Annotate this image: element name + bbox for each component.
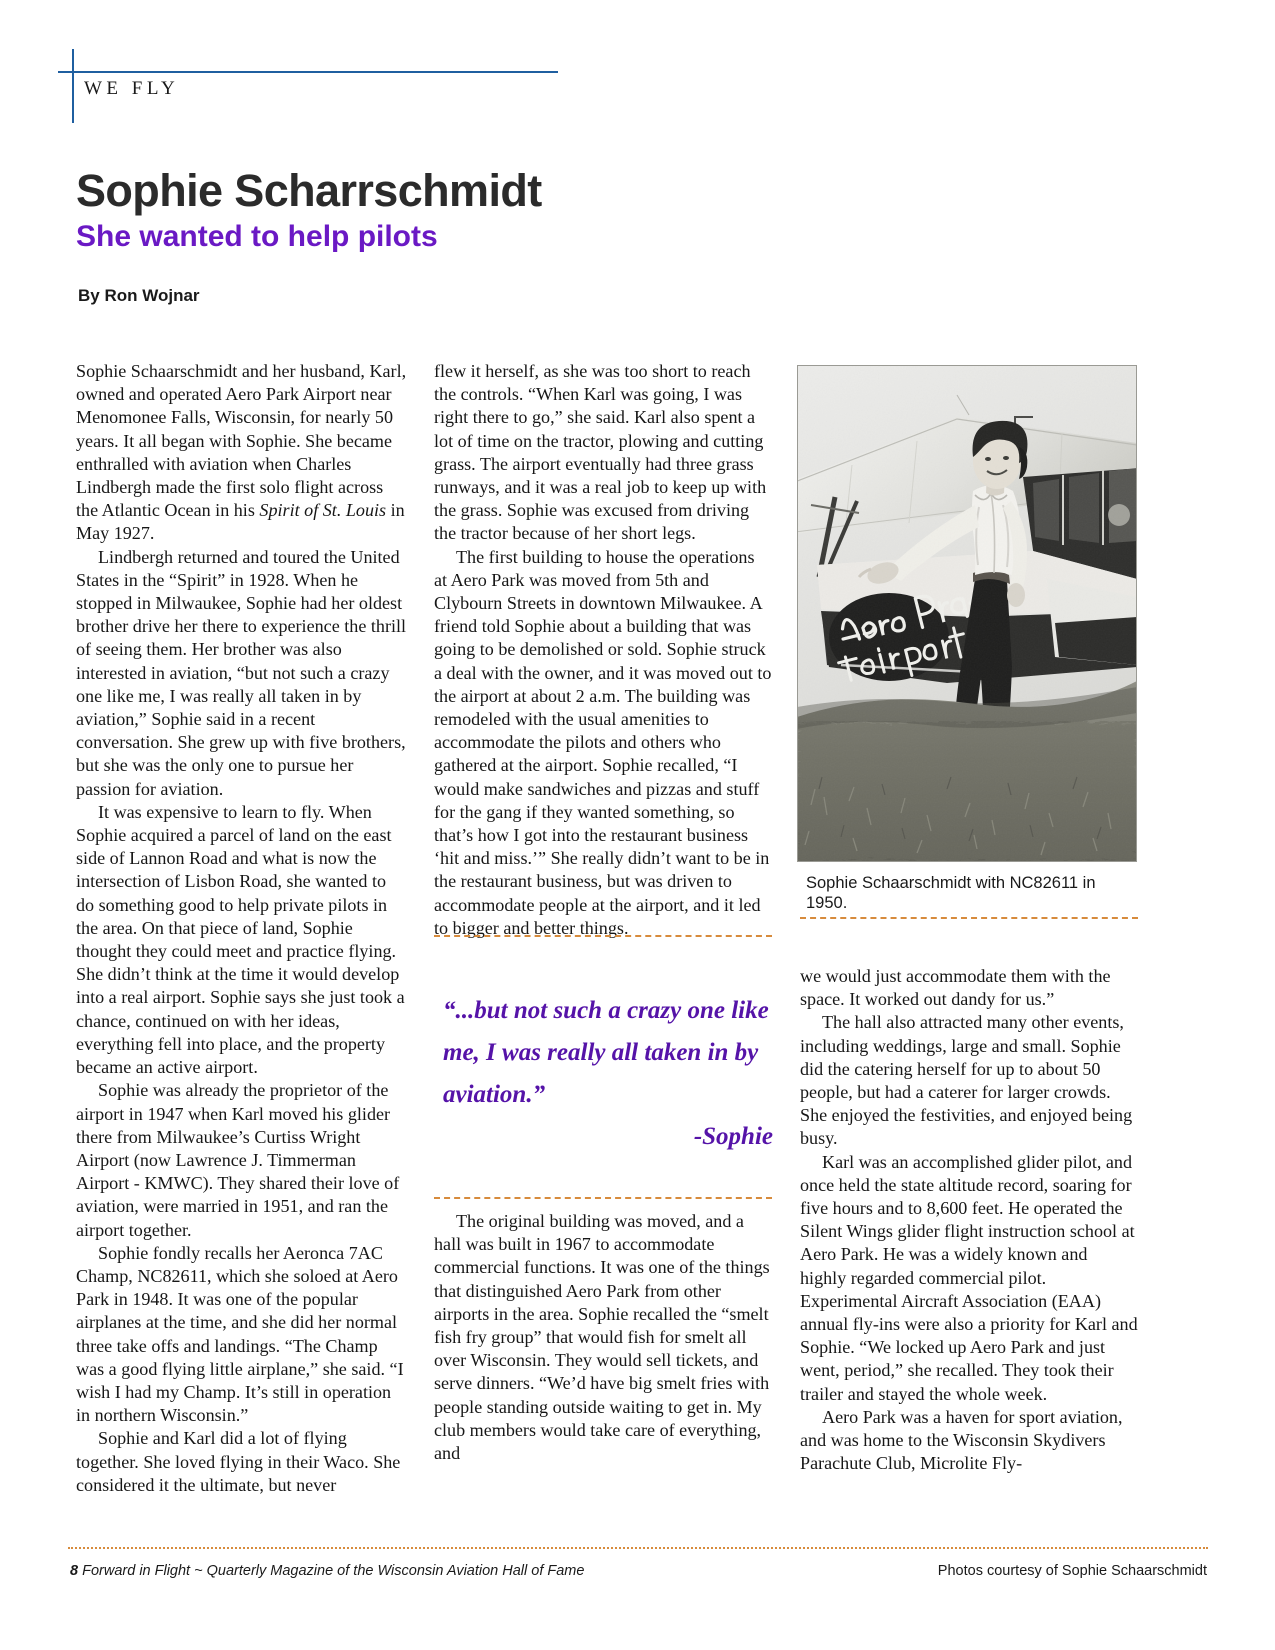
body-column-3: [800, 965, 1138, 1475]
pull-quote-attribution: -Sophie: [693, 1123, 773, 1150]
paragraph: [76, 360, 408, 546]
footer-left: [70, 1563, 584, 1579]
dashed-divider: [800, 917, 1138, 919]
italic-title: Spirit of St. Louis: [259, 500, 387, 521]
header-vertical-rule: [72, 49, 74, 123]
paragraph: Aero Park was a haven for sport aviation, and was home to the Wisconsin Skydivers Parachute Club, Microlite Fly-: [800, 1406, 1123, 1474]
page-title: Sophie Scharrschmidt: [76, 165, 542, 216]
paragraph: Sophie was already the proprietor of the airport in 1947 when Karl moved his glider there from Milwaukee’s Curtiss Wright Airport (now Lawrence J. Timmerman Airport - KMWC). They shared their love of aviation, were married in 1951, and ran the airport together.: [76, 1080, 400, 1240]
header-horizontal-rule: [58, 71, 558, 73]
paragraph: The first building to house the operations at Aero Park was moved from 5th and Clybourn Streets in downtown Milwaukee. A friend told Sophie about a building that was going to be demolished or sold. Sophie struck a deal with the owner, and it was moved out to the airport at about 2 a.m. The building was remodeled with the usual amenities to accommodate the pilots and others who gathered at the airport. Sophie recalled, “I would make sandwiches and pizzas and stuff for the gang if they wanted something, so that’s how I got into the restaurant business ‘hit and miss.’” She really didn’t want to be in the restaurant business, but was driven to accommodate people at the airport, and it led to bigger and better things.: [434, 546, 772, 938]
page-number: 8: [70, 1563, 79, 1579]
page-subtitle: She wanted to help pilots: [76, 220, 438, 253]
pull-quote: “...but not such a crazy one like me, I was really all taken in by aviation.”: [443, 997, 769, 1108]
paragraph: flew it herself, as she was too short to reach the controls. “When Karl was going, I was right there to go,” she said. Karl also spent a lot of time on the tractor, plowing and cutting grass. The airport eventually had three grass runways, and it was a real job to keep up with the grass. Sophie was excused from driving the tractor because of her short legs.: [434, 361, 767, 544]
dashed-divider: [434, 935, 772, 937]
body-column-2-upper: [434, 360, 772, 940]
paragraph: The original building was moved, and a hall was built in 1967 to accommodate commercial functions. It was one of the things that distinguished Aero Park from other airports in the area. Sophie recalled the “smelt fish fry group” that would fish for smelt all over Wisconsin. They would sell tickets, and serve dinners. “We’d have big smelt fries with people standing outside waiting to get in. My club members would take care of everything, and: [434, 1211, 770, 1464]
body-column-2-lower: [434, 1210, 772, 1465]
paragraph: Sophie and Karl did a lot of flying together. She loved flying in their Waco. She considered it the ultimate, but never: [76, 1428, 401, 1495]
paragraph-text-tail: in May 1927.: [76, 500, 405, 544]
paragraph-text: Sophie Schaarschmidt and her husband, Karl, owned and operated Aero Park Airport near Menomonee Falls, Wisconsin, for nearly 50 years. It all began with Sophie. She became enthralled with aviation when Charles Lindbergh made the first solo flight across the Atlantic Ocean in his: [76, 361, 407, 521]
byline: By Ron Wojnar: [78, 286, 200, 305]
dashed-divider: [434, 1197, 772, 1199]
paragraph: we would just accommodate them with the space. It worked out dandy for us.”: [800, 966, 1111, 1010]
photo-credit: Photos courtesy of Sophie Schaarschmidt: [937, 1563, 1207, 1579]
article-photo: [797, 365, 1137, 862]
vintage-airplane-photograph: [797, 365, 1137, 862]
section-kicker: WE FLY: [84, 78, 180, 99]
photo-caption: Sophie Schaarschmidt with NC82611 in 1950.: [806, 874, 1096, 912]
paragraph: Karl was an accomplished glider pilot, and once held the state altitude record, soaring for five hours and to 8,600 feet. He operated the Silent Wings glider flight instruction school at Aero Park. He was a widely known and highly regarded commercial pilot. Experimental Aircraft Association (EAA) annual fly-ins were also a priority for Karl and Sophie. “We locked up Aero Park and just went, period,” she recalled. They took their trailer and stayed the whole week.: [800, 1151, 1138, 1404]
paragraph: Sophie fondly recalls her Aeronca 7AC Champ, NC82611, which she soloed at Aero Park in 1948. It was one of the popular airplanes at the time, and she did her normal three take offs and landings. “The Champ was a good flying little airplane,” she said. “I wish I had my Champ. It’s still in operation in northern Wisconsin.”: [76, 1242, 404, 1426]
paragraph: It was expensive to learn to fly. When Sophie acquired a parcel of land on the east side of Lannon Road and what is now the intersection of Lisbon Road, she wanted to do something good to help private pilots in the area. On that piece of land, Sophie thought they could meet and practice flying. She didn’t think at the time it would develop into a real airport. Sophie says she just took a chance, continued on with her ideas, everything fell into place, and the property became an active airport.: [76, 801, 405, 1078]
publication-name: Forward in Flight ~ Quarterly Magazine of the Wisconsin Aviation Hall of Fame: [82, 1563, 585, 1579]
footer-divider: [68, 1547, 1208, 1549]
body-column-1: [76, 360, 408, 1497]
paragraph: Lindbergh returned and toured the United States in the “Spirit” in 1928. When he stopped in Milwaukee, Sophie had her oldest brother drive her there to experience the thrill of seeing them. Her brother was also interested in aviation, “but not such a crazy one like me, I was really all taken in by aviation,” Sophie said in a recent conversation. She grew up with five brothers, but she was the only one to pursue her passion for aviation.: [76, 546, 407, 799]
paragraph: The hall also attracted many other events, including weddings, large and small. Sophie did the catering herself for up to about 50 people, but had a caterer for larger crowds. She enjoyed the festivities, and enjoyed being busy.: [800, 1012, 1133, 1149]
